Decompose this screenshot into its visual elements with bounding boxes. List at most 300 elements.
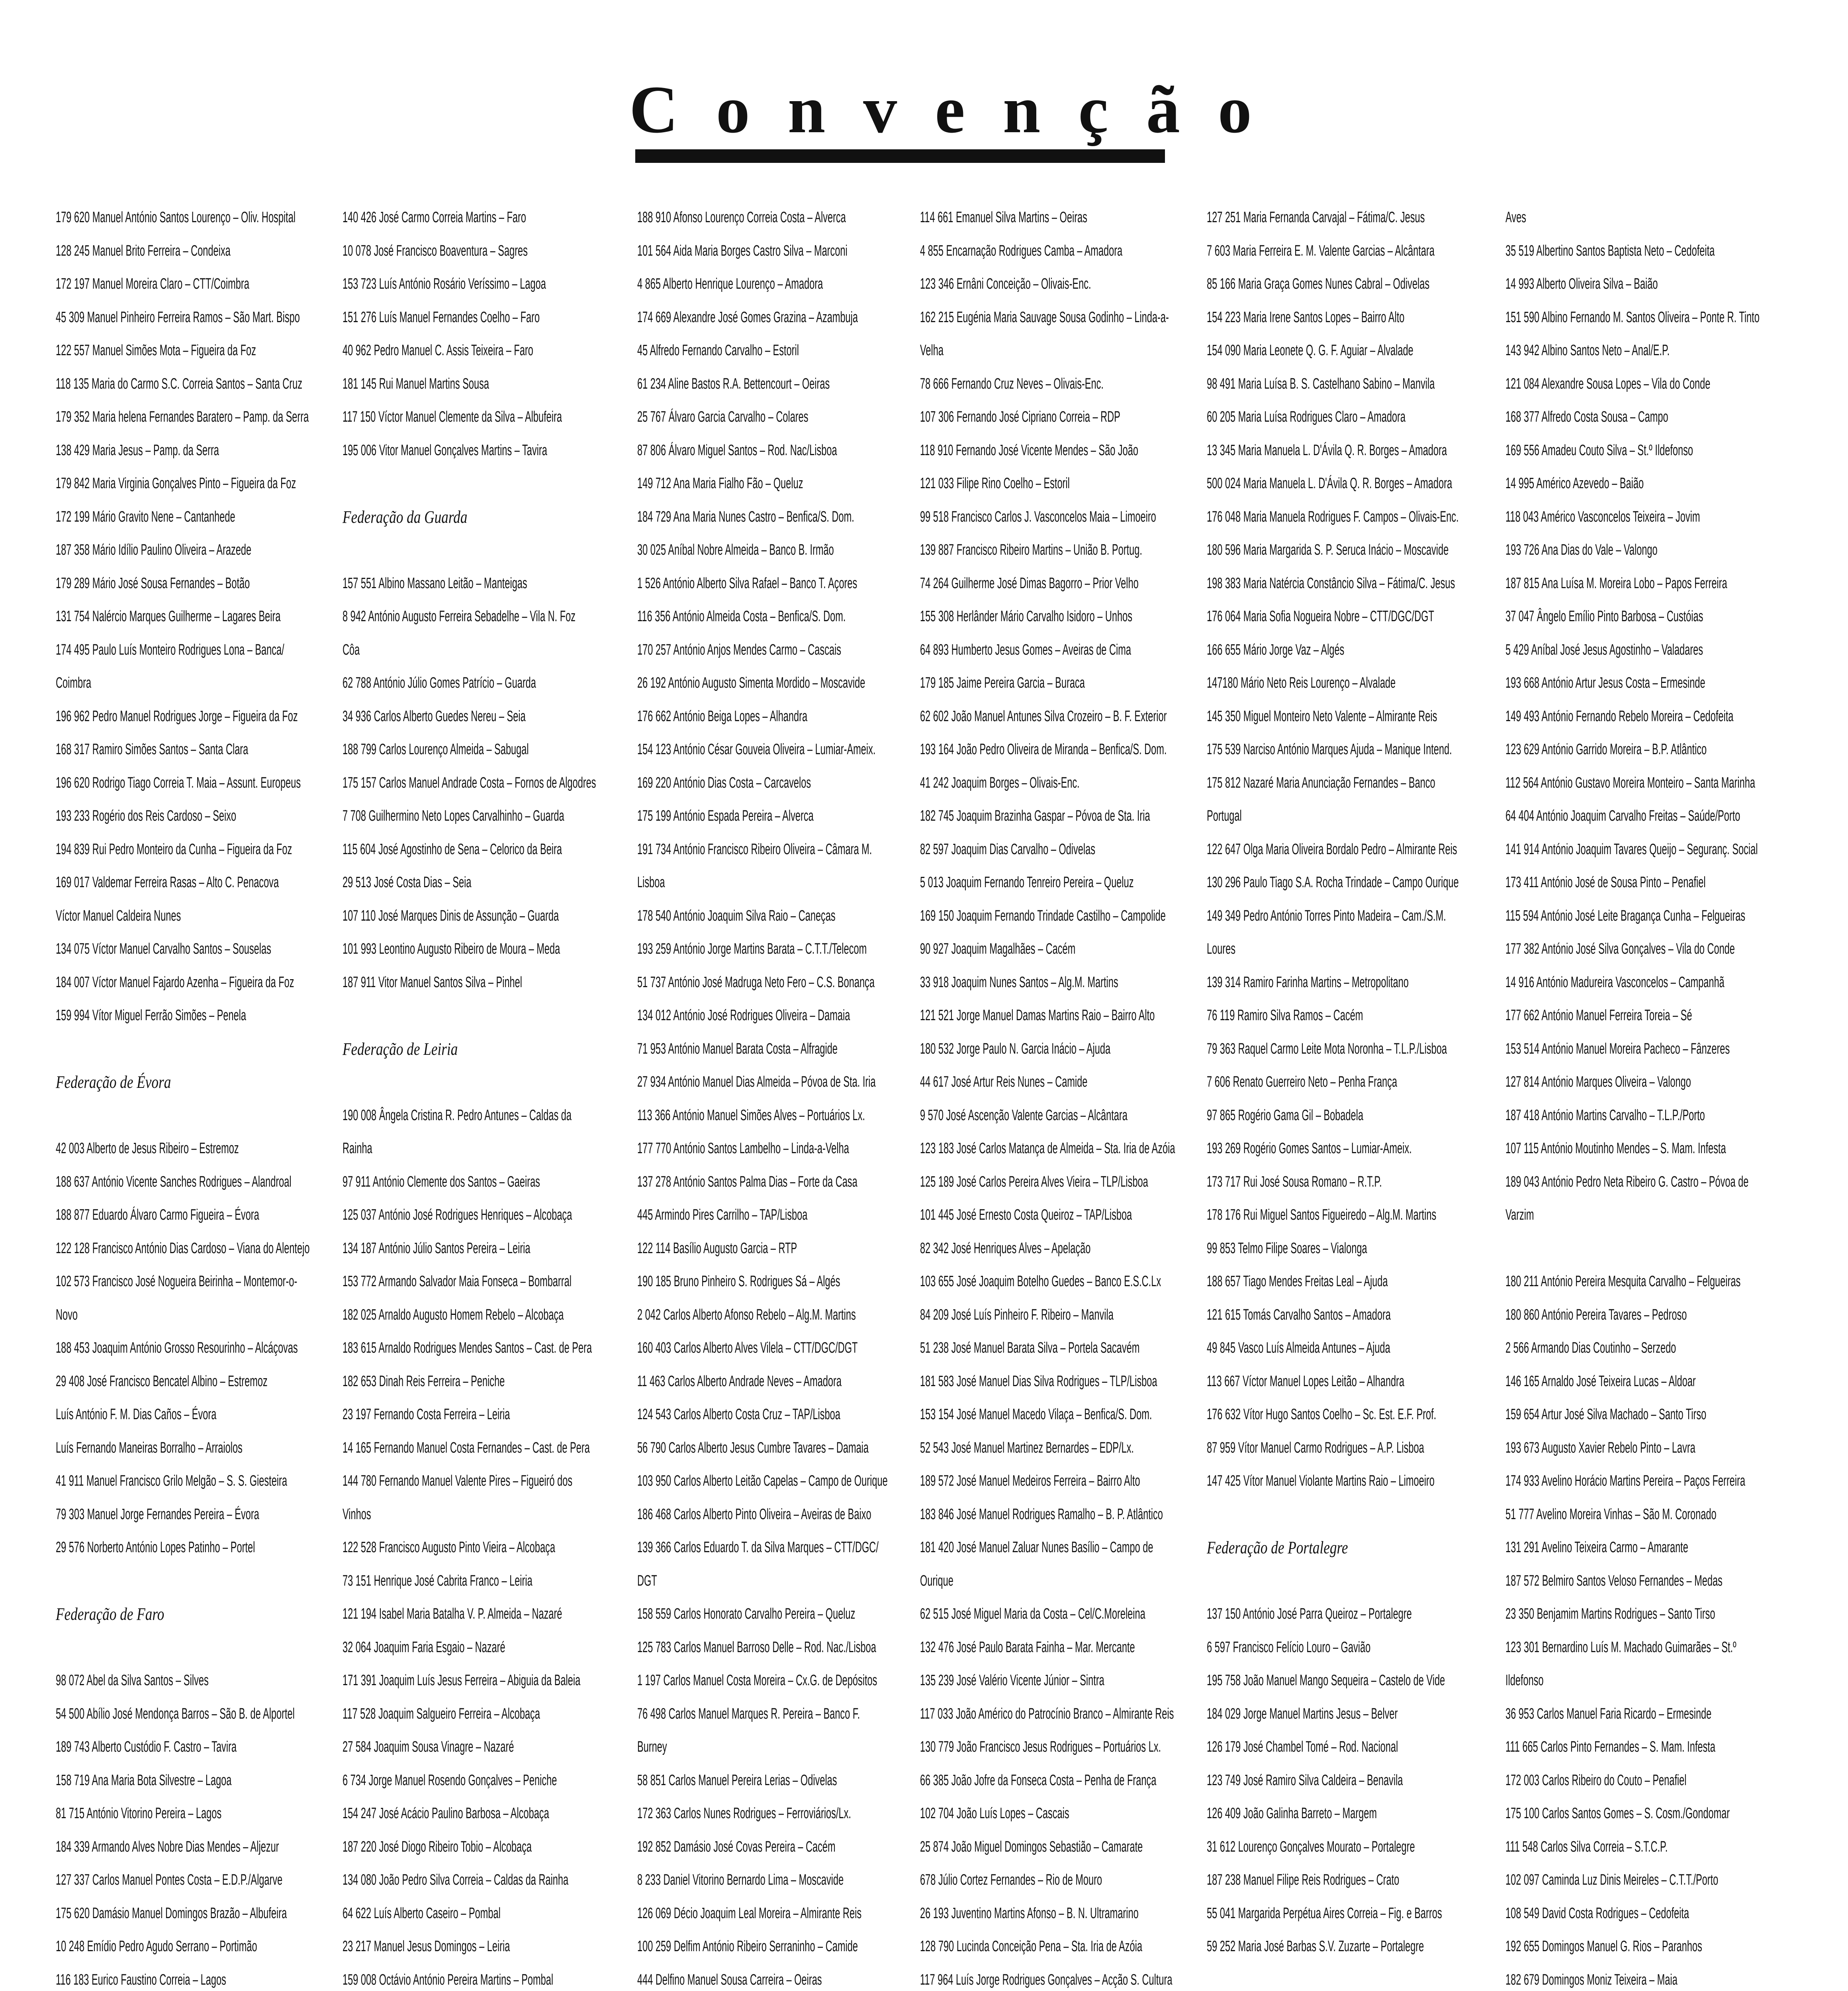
spacer: [343, 999, 621, 1033]
list-item: Luís Fernando Maneiras Borralho – Arraiolos: [56, 1439, 243, 1456]
list-item: Luís António F. M. Dias Caños – Évora: [56, 1406, 217, 1423]
list-item: 193 164 João Pedro Oliveira de Miranda – Benfica/S. Dom.: [920, 741, 1167, 758]
list-item: 121 194 Isabel Maria Batalha V. P. Almeida – Nazaré: [343, 1606, 562, 1622]
list-item: 162 215 Eugénia Maria Sauvage Sousa Godinho – Linda-a-: [920, 309, 1169, 326]
list-item: 99 853 Telmo Filipe Soares – Vialonga: [1207, 1240, 1367, 1257]
list-item: 166 655 Mário Jorge Vaz – Algés: [1207, 641, 1345, 658]
list-item: 7 708 Guilhermino Neto Lopes Carvalhinho – Guarda: [343, 808, 564, 824]
list-item: 6 734 Jorge Manuel Rosendo Gonçalves – Peniche: [343, 1772, 557, 1789]
list-item: 26 193 Juventino Martins Afonso – B. N. Ultramarino: [920, 1905, 1139, 1922]
list-item: 121 615 Tomás Carvalho Santos – Amadora: [1207, 1306, 1391, 1323]
list-item: 126 179 José Chambel Tomé – Rod. Nacional: [1207, 1739, 1398, 1755]
list-item: 79 363 Raquel Carmo Leite Mota Noronha – T.L.P./Lisboa: [1207, 1040, 1447, 1057]
list-item: 182 025 Arnaldo Augusto Homem Rebelo – Alcobaça: [343, 1306, 564, 1323]
page-title: Convenção: [629, 72, 1290, 147]
list-item: 137 278 António Santos Palma Dias – Forte da Casa: [637, 1173, 857, 1190]
list-item: 118 135 Maria do Carmo S.C. Correia Santos – Santa Cruz: [56, 375, 302, 392]
list-item: 177 382 António José Silva Gonçalves – Vila do Conde: [1505, 941, 1735, 957]
section-heading: Federação de Portalegre: [1207, 1538, 1348, 1557]
list-item: 172 197 Manuel Moreira Claro – CTT/Coimbra: [56, 276, 249, 292]
list-item: 32 064 Joaquim Faria Esgaio – Nazaré: [343, 1639, 505, 1656]
list-item: 81 715 António Vitorino Pereira – Lagos: [56, 1805, 222, 1822]
list-item: 187 220 José Diogo Ribeiro Tobio – Alcobaça: [343, 1838, 532, 1855]
list-item: 173 717 Rui José Sousa Romano – R.T.P.: [1207, 1173, 1382, 1190]
list-item: 103 950 Carlos Alberto Leitão Capelas – Campo de Ourique: [637, 1473, 888, 1489]
list-item: 146 165 Arnaldo José Teixeira Lucas – Aldoar: [1505, 1373, 1696, 1390]
list-item: 171 391 Joaquim Luís Jesus Ferreira – Abiguia da Baleia: [343, 1672, 581, 1689]
list-item: 62 602 João Manuel Antunes Silva Crozeiro – B. F. Exterior: [920, 708, 1167, 725]
list-item: 153 772 Armando Salvador Maia Fonseca – Bombarral: [343, 1273, 572, 1290]
list-item: 132 476 José Paulo Barata Fainha – Mar. Mercante: [920, 1639, 1135, 1656]
list-item: 87 806 Álvaro Miguel Santos – Rod. Nac/Lisboa: [637, 442, 837, 459]
list-item: 11 463 Carlos Alberto Andrade Neves – Amadora: [637, 1373, 842, 1390]
list-item: 44 617 José Artur Reis Nunes – Camide: [920, 1074, 1088, 1090]
list-item: 175 157 Carlos Manuel Andrade Costa – Fornos de Algodres: [343, 774, 596, 791]
list-item: 183 846 José Manuel Rodrigues Ramalho – B. P. Atlântico: [920, 1506, 1163, 1523]
list-item: 123 629 António Garrido Moreira – B.P. Atlântico: [1505, 741, 1707, 758]
list-item: 64 622 Luís Alberto Caseiro – Pombal: [343, 1905, 501, 1922]
list-item: 10 248 Emídio Pedro Agudo Serrano – Portimão: [56, 1938, 257, 1955]
list-item: 153 723 Luís António Rosário Veríssimo – Lagoa: [343, 276, 546, 292]
list-item: 64 893 Humberto Jesus Gomes – Aveiras de Cima: [920, 641, 1131, 658]
list-column-2: [343, 201, 621, 1991]
list-item: 180 596 Maria Margarida S. P. Seruca Inácio – Moscavide: [1207, 542, 1449, 558]
list-item: 137 150 António José Parra Queiroz – Portalegre: [1207, 1606, 1412, 1622]
list-item: 195 006 Vitor Manuel Gonçalves Martins – Tavira: [343, 442, 547, 459]
list-item: 193 269 Rogério Gomes Santos – Lumiar-Ameix.: [1207, 1140, 1412, 1157]
list-item: 123 183 José Carlos Matança de Almeida – Sta. Iria de Azóia: [920, 1140, 1175, 1157]
list-item: 180 860 António Pereira Tavares – Pedroso: [1505, 1306, 1687, 1323]
list-item: 14 993 Alberto Oliveira Silva – Baião: [1505, 276, 1658, 292]
list-item: 27 584 Joaquim Sousa Vinagre – Nazaré: [343, 1739, 514, 1755]
spacer: [56, 1033, 335, 1066]
list-item: 175 100 Carlos Santos Gomes – S. Cosm./Gondomar: [1505, 1805, 1730, 1822]
list-item: 188 657 Tiago Mendes Freitas Leal – Ajuda: [1207, 1273, 1388, 1290]
list-item: 154 090 Maria Leonete Q. G. F. Aguiar – Alvalade: [1207, 342, 1413, 359]
list-item: 8 942 António Augusto Ferreira Sebadelhe – Vila N. Foz: [343, 608, 576, 625]
list-item: 34 936 Carlos Alberto Guedes Nereu – Seia: [343, 708, 526, 725]
list-item: 188 799 Carlos Lourenço Almeida – Sabugal: [343, 741, 529, 758]
list-item: 107 306 Fernando José Cipriano Correia – RDP: [920, 409, 1120, 425]
list-item: 176 632 Vítor Hugo Santos Coelho – Sc. Est. E.F. Prof.: [1207, 1406, 1437, 1423]
list-item: 190 008 Ângela Cristina R. Pedro Antunes – Caldas da: [343, 1107, 572, 1124]
list-item: 147180 Mário Neto Reis Lourenço – Alvalade: [1207, 675, 1396, 691]
list-item: 169 017 Valdemar Ferreira Rasas – Alto C. Penacova: [56, 874, 279, 891]
list-item: 23 197 Fernando Costa Ferreira – Leiria: [343, 1406, 510, 1423]
list-item: 107 115 António Moutinho Mendes – S. Mam. Infesta: [1505, 1140, 1726, 1157]
list-item: 122 128 Francisco António Dias Cardoso – Viana do Alentejo: [56, 1240, 310, 1257]
list-item: 127 251 Maria Fernanda Carvajal – Fátima/C. Jesus: [1207, 209, 1425, 226]
list-item: 98 072 Abel da Silva Santos – Silves: [56, 1672, 209, 1689]
list-item: 182 745 Joaquim Brazinha Gaspar – Póvoa de Sta. Iria: [920, 808, 1150, 824]
list-item: 172 003 Carlos Ribeiro do Couto – Penafiel: [1505, 1772, 1687, 1789]
list-item: 14 916 António Madureira Vasconcelos – Campanhã: [1505, 974, 1725, 991]
list-item: 76 498 Carlos Manuel Marques R. Pereira – Banco F.: [637, 1705, 860, 1722]
list-item: 64 404 António Joaquim Carvalho Freitas – Saúde/Porto: [1505, 808, 1740, 824]
list-item: 45 Alfredo Fernando Carvalho – Estoril: [637, 342, 799, 359]
list-item: 175 620 Damásio Manuel Domingos Brazão – Albufeira: [56, 1905, 287, 1922]
list-item: 155 308 Herlânder Mário Carvalho Isidoro – Unhos: [920, 608, 1133, 625]
list-item: Víctor Manuel Caldeira Nunes: [56, 907, 181, 924]
list-item: 184 007 Víctor Manuel Fajardo Azenha – Figueira da Foz: [56, 974, 294, 991]
list-item: 187 418 António Martins Carvalho – T.L.P./Porto: [1505, 1107, 1705, 1124]
list-item: 84 209 José Luís Pinheiro F. Ribeiro – Manvila: [920, 1306, 1114, 1323]
list-item: 30 025 Aníbal Nobre Almeida – Banco B. Irmão: [637, 542, 834, 558]
list-item: 131 291 Avelino Teixeira Carmo – Amarante: [1505, 1539, 1688, 1556]
list-item: 60 205 Maria Luísa Rodrigues Claro – Amadora: [1207, 409, 1406, 425]
list-item: 143 942 Albino Santos Neto – Anal/E.P.: [1505, 342, 1670, 359]
list-item: 179 842 Maria Virginia Gonçalves Pinto – Figueira da Foz: [56, 475, 296, 492]
list-item: 193 726 Ana Dias do Vale – Valongo: [1505, 542, 1658, 558]
list-item: 193 673 Augusto Xavier Rebelo Pinto – Lavra: [1505, 1439, 1695, 1456]
section-heading: Federação da Guarda: [343, 507, 468, 527]
list-item: 76 119 Ramiro Silva Ramos – Cacém: [1207, 1007, 1363, 1024]
list-item: 445 Armindo Pires Carrilho – TAP/Lisboa: [637, 1207, 808, 1223]
list-item: 2 566 Armando Dias Coutinho – Serzedo: [1505, 1340, 1676, 1356]
list-item: 444 Delfino Manuel Sousa Carreira – Oeiras: [637, 1971, 822, 1988]
list-item: 160 403 Carlos Alberto Alves Vilela – CTT/DGC/DGT: [637, 1340, 858, 1356]
list-item: 51 238 José Manuel Barata Silva – Portela Sacavém: [920, 1340, 1140, 1356]
list-item: 184 029 Jorge Manuel Martins Jesus – Belver: [1207, 1705, 1398, 1722]
list-item: 187 358 Mário Idílio Paulino Oliveira – Arazede: [56, 542, 252, 558]
list-item: 159 008 Octávio António Pereira Martins – Pombal: [343, 1971, 554, 1988]
list-item: 139 366 Carlos Eduardo T. da Silva Marques – CTT/DGC/: [637, 1539, 879, 1556]
list-item: 168 317 Ramiro Simões Santos – Santa Clara: [56, 741, 249, 758]
list-item: 102 704 João Luís Lopes – Cascais: [920, 1805, 1069, 1822]
list-item: 125 037 António José Rodrigues Henriques – Alcobaça: [343, 1207, 572, 1223]
list-item: 183 615 Arnaldo Rodrigues Mendes Santos – Cast. de Pera: [343, 1340, 592, 1356]
list-item: 115 604 José Agostinho de Sena – Celorico da Beira: [343, 841, 562, 858]
list-item: 117 964 Luís Jorge Rodrigues Gonçalves – Acção S. Cultura: [920, 1971, 1173, 1988]
list-item: Coimbra: [56, 675, 92, 691]
list-item: 134 187 António Júlio Santos Pereira – Leiria: [343, 1240, 531, 1257]
list-item: 178 176 Rui Miguel Santos Figueiredo – Alg.M. Martins: [1207, 1207, 1437, 1223]
list-item: 190 185 Bruno Pinheiro S. Rodrigues Sá – Algés: [637, 1273, 840, 1290]
list-item: 7 603 Maria Ferreira E. M. Valente Garcias – Alcântara: [1207, 242, 1435, 259]
list-item: 172 199 Mário Gravito Nene – Cantanhede: [56, 508, 235, 525]
list-item: 126 069 Décio Joaquim Leal Moreira – Almirante Reis: [637, 1905, 862, 1922]
list-item: 174 933 Avelino Horácio Martins Pereira – Paços Ferreira: [1505, 1473, 1745, 1489]
list-item: 97 865 Rogério Gama Gil – Bobadela: [1207, 1107, 1363, 1124]
list-item: 140 426 José Carmo Correia Martins – Faro: [343, 209, 526, 226]
list-item: 168 377 Alfredo Costa Sousa – Campo: [1505, 409, 1668, 425]
spacer: [343, 467, 621, 501]
list-item: 154 223 Maria Irene Santos Lopes – Bairro Alto: [1207, 309, 1405, 326]
list-item: 61 234 Aline Bastos R.A. Bettencourt – Oeiras: [637, 375, 830, 392]
list-item: 62 515 José Miguel Maria da Costa – Cel/C.Moreleina: [920, 1606, 1145, 1622]
list-column-4: [920, 201, 1199, 1991]
list-item: 59 252 Maria José Barbas S.V. Zuzarte – Portalegre: [1207, 1938, 1424, 1955]
list-item: 85 166 Maria Graça Gomes Nunes Cabral – Odivelas: [1207, 276, 1430, 292]
list-item: Ildefonso: [1505, 1672, 1544, 1689]
list-item: 134 080 João Pedro Silva Correia – Caldas da Rainha: [343, 1872, 569, 1888]
list-item: 121 033 Filipe Rino Coelho – Estoril: [920, 475, 1070, 492]
list-item: 153 514 António Manuel Moreira Pacheco – Fânzeres: [1505, 1040, 1730, 1057]
list-item: 14 995 Américo Azevedo – Baião: [1505, 475, 1644, 492]
list-item: 117 033 João Américo do Patrocínio Branco – Almirante Reis: [920, 1705, 1174, 1722]
list-item: 123 346 Ernâni Conceição – Olivais-Enc.: [920, 276, 1091, 292]
list-item: 114 661 Emanuel Silva Martins – Oeiras: [920, 209, 1087, 226]
spacer: [1207, 1964, 1486, 1991]
list-item: 500 024 Maria Manuela L. D'Ávila Q. R. Borges – Amadora: [1207, 475, 1453, 492]
list-item: 71 953 António Manuel Barata Costa – Alfragide: [637, 1040, 838, 1057]
list-item: 189 043 António Pedro Neta Ribeiro G. Castro – Póvoa de: [1505, 1173, 1749, 1190]
list-item: 73 151 Henrique José Cabrita Franco – Leiria: [343, 1572, 532, 1589]
list-item: 122 528 Francisco Augusto Pinto Vieira – Alcobaça: [343, 1539, 555, 1556]
list-item: 122 114 Basílio Augusto Garcia – RTP: [637, 1240, 797, 1257]
list-item: 29 408 José Francisco Bencatel Albino – Estremoz: [56, 1373, 268, 1390]
list-column-6: [1505, 201, 1784, 1991]
list-item: 180 532 Jorge Paulo N. Garcia Inácio – Ajuda: [920, 1040, 1111, 1057]
list-item: 169 150 Joaquim Fernando Trindade Castilho – Campolide: [920, 907, 1166, 924]
list-item: 54 500 Abílio José Mendonça Barros – São B. de Alportel: [56, 1705, 295, 1722]
list-item: 130 779 João Francisco Jesus Rodrigues – Portuários Lx.: [920, 1739, 1161, 1755]
list-item: 189 743 Alberto Custódio F. Castro – Tavira: [56, 1739, 237, 1755]
list-item: Velha: [920, 342, 944, 359]
list-item: 179 185 Jaime Pereira Garcia – Buraca: [920, 675, 1085, 691]
list-item: 157 551 Albino Massano Leitão – Manteigas: [343, 575, 527, 592]
list-item: 188 877 Eduardo Álvaro Carmo Figueira – Évora: [56, 1207, 259, 1223]
list-item: 149 712 Ana Maria Fialho Fão – Queluz: [637, 475, 803, 492]
list-item: 36 953 Carlos Manuel Faria Ricardo – Ermesinde: [1505, 1705, 1712, 1722]
list-item: 138 429 Maria Jesus – Pamp. da Serra: [56, 442, 219, 459]
list-item: 177 662 António Manuel Ferreira Toreia – Sé: [1505, 1007, 1692, 1024]
list-item: 131 754 Nalércio Marques Guilherme – Lagares Beira: [56, 608, 281, 625]
list-item: 102 097 Caminda Luz Dinis Meireles – C.T.T./Porto: [1505, 1872, 1719, 1888]
list-item: 174 495 Paulo Luís Monteiro Rodrigues Lona – Banca/: [56, 641, 284, 658]
list-item: 191 734 António Francisco Ribeiro Oliveira – Câmara M.: [637, 841, 872, 858]
list-item: 82 597 Joaquim Dias Carvalho – Odivelas: [920, 841, 1096, 858]
list-item: 102 573 Francisco José Nogueira Beirinha – Montemor-o-: [56, 1273, 298, 1290]
list-item: 49 845 Vasco Luís Almeida Antunes – Ajuda: [1207, 1340, 1390, 1356]
list-item: 58 851 Carlos Manuel Pereira Lerias – Odivelas: [637, 1772, 837, 1789]
spacer: [56, 1631, 335, 1664]
list-item: 31 612 Lourenço Gonçalves Mourato – Portalegre: [1207, 1838, 1415, 1855]
list-item: Rainha: [343, 1140, 372, 1157]
list-item: 179 620 Manuel António Santos Lourenço – Oliv. Hospital: [56, 209, 296, 226]
list-item: 111 548 Carlos Silva Correia – S.T.C.P.: [1505, 1838, 1668, 1855]
list-item: 186 468 Carlos Alberto Pinto Oliveira – Aveiras de Baixo: [637, 1506, 871, 1523]
list-item: 23 217 Manuel Jesus Domingos – Leiria: [343, 1938, 510, 1955]
list-item: 159 994 Vítor Miguel Ferrão Simões – Penela: [56, 1007, 247, 1024]
list-item: 66 385 João Jofre da Fonseca Costa – Penha de França: [920, 1772, 1157, 1789]
list-item: 45 309 Manuel Pinheiro Ferreira Ramos – São Mart. Bispo: [56, 309, 300, 326]
list-item: 122 647 Olga Maria Oliveira Bordalo Pedro – Almirante Reis: [1207, 841, 1457, 858]
list-item: 116 356 António Almeida Costa – Benfica/S. Dom.: [637, 608, 846, 625]
list-item: 175 539 Narciso António Marques Ajuda – Manique Intend.: [1207, 741, 1452, 758]
list-item: 174 669 Alexandre José Gomes Grazina – Azambuja: [637, 309, 858, 326]
list-item: 107 110 José Marques Dinis de Assunção – Guarda: [343, 907, 559, 924]
spacer: [343, 1066, 621, 1099]
list-item: 100 259 Delfim António Ribeiro Serraninho – Camide: [637, 1938, 858, 1955]
list-item: 25 874 João Miguel Domingos Sebastião – Camarate: [920, 1838, 1143, 1855]
spacer: [1207, 1565, 1486, 1598]
list-item: 8 233 Daniel Vitorino Bernardo Lima – Moscavide: [637, 1872, 844, 1888]
list-item: 158 719 Ana Maria Bota Silvestre – Lagoa: [56, 1772, 232, 1789]
list-item: 144 780 Fernando Manuel Valente Pires – Figueiró dos: [343, 1473, 573, 1489]
list-item: 111 665 Carlos Pinto Fernandes – S. Mam. Infesta: [1505, 1739, 1715, 1755]
list-item: 25 767 Álvaro Garcia Carvalho – Colares: [637, 409, 808, 425]
list-item: 51 737 António José Madruga Neto Fero – C.S. Bonança: [637, 974, 875, 991]
list-item: 175 812 Nazaré Maria Anunciação Fernandes – Banco: [1207, 774, 1435, 791]
list-item: 125 189 José Carlos Pereira Alves Vieira – TLP/Lisboa: [920, 1173, 1148, 1190]
list-item: 10 078 José Francisco Boaventura – Sagres: [343, 242, 528, 259]
list-item: Côa: [343, 641, 360, 658]
list-item: 154 247 José Acácio Paulino Barbosa – Alcobaça: [343, 1805, 549, 1822]
list-item: 37 047 Ângelo Emílio Pinto Barbosa – Custóias: [1505, 608, 1703, 625]
list-item: 52 543 José Manuel Martinez Bernardes – EDP/Lx.: [920, 1439, 1134, 1456]
list-item: 173 411 António José de Sousa Pinto – Penafiel: [1505, 874, 1706, 891]
list-item: 126 409 João Galinha Barreto – Margem: [1207, 1805, 1377, 1822]
list-column-3: [637, 201, 916, 1991]
list-item: 128 790 Lucinda Conceição Pena – Sta. Iria de Azóia: [920, 1938, 1142, 1955]
list-column-5: [1207, 201, 1486, 1991]
list-item: 149 349 Pedro António Torres Pinto Madeira – Cam./S.M.: [1207, 907, 1446, 924]
list-item: 122 557 Manuel Simões Mota – Figueira da Foz: [56, 342, 256, 359]
list-item: 193 233 Rogério dos Reis Cardoso – Seixo: [56, 808, 237, 824]
list-item: 87 959 Vítor Manuel Carmo Rodrigues – A.P. Lisboa: [1207, 1439, 1424, 1456]
list-item: 74 264 Guilherme José Dimas Bagorro – Prior Velho: [920, 575, 1139, 592]
list-item: 41 242 Joaquim Borges – Olivais-Enc.: [920, 774, 1080, 791]
spacer: [343, 534, 621, 567]
list-item: 151 590 Albino Fernando M. Santos Oliveira – Ponte R. Tinto: [1505, 309, 1760, 326]
list-item: 9 570 José Ascenção Valente Garcias – Alcântara: [920, 1107, 1128, 1124]
list-item: 117 528 Joaquim Salgueiro Ferreira – Alcobaça: [343, 1705, 540, 1722]
list-item: 98 491 Maria Luísa B. S. Castelhano Sabino – Manvila: [1207, 375, 1435, 392]
list-item: 27 934 António Manuel Dias Almeida – Póvoa de Sta. Iria: [637, 1074, 876, 1090]
list-item: 176 662 António Beiga Lopes – Alhandra: [637, 708, 808, 725]
list-item: 187 572 Belmiro Santos Veloso Fernandes – Medas: [1505, 1572, 1723, 1589]
list-item: 62 788 António Júlio Gomes Patrício – Guarda: [343, 675, 536, 691]
title-underline: [635, 149, 1165, 163]
list-item: 176 048 Maria Manuela Rodrigues F. Campos – Olivais-Enc.: [1207, 508, 1459, 525]
list-item: 187 911 Vitor Manuel Santos Silva – Pinhel: [343, 974, 522, 991]
list-item: 141 914 António Joaquim Tavares Queijo – Seguranç. Social: [1505, 841, 1758, 858]
list-item: 130 296 Paulo Tiago S.A. Rocha Trindade – Campo Ourique: [1207, 874, 1459, 891]
list-item: 5 013 Joaquim Fernando Tenreiro Pereira – Queluz: [920, 874, 1134, 891]
list-item: 125 783 Carlos Manuel Barroso Delle – Rod. Nac./Lisboa: [637, 1639, 876, 1656]
list-item: 127 814 António Marques Oliveira – Valongo: [1505, 1074, 1691, 1090]
list-item: 169 556 Amadeu Couto Silva – St.º Ildefonso: [1505, 442, 1693, 459]
list-item: 121 084 Alexandre Sousa Lopes – Vila do Conde: [1505, 375, 1711, 392]
list-item: 188 910 Afonso Lourenço Correia Costa – Alverca: [637, 209, 846, 226]
list-item: 2 042 Carlos Alberto Afonso Rebelo – Alg.M. Martins: [637, 1306, 856, 1323]
list-item: 182 679 Domingos Moniz Teixeira – Maia: [1505, 1971, 1678, 1988]
list-item: 51 777 Avelino Moreira Vinhas – São M. Coronado: [1505, 1506, 1717, 1523]
list-item: 196 620 Rodrigo Tiago Correia T. Maia – Assunt. Europeus: [56, 774, 301, 791]
list-item: 188 453 Joaquim António Grosso Resourinho – Alcáçovas: [56, 1340, 298, 1356]
list-item: 149 493 António Fernando Rebelo Moreira – Cedofeita: [1505, 708, 1734, 725]
list-item: 184 339 Armando Alves Nobre Dias Mendes – Aljezur: [56, 1838, 279, 1855]
list-item: 188 637 António Vicente Sanches Rodrigues – Alandroal: [56, 1173, 292, 1190]
list-item: 187 815 Ana Luísa M. Moreira Lobo – Papos Ferreira: [1505, 575, 1727, 592]
list-item: 196 962 Pedro Manuel Rodrigues Jorge – Figueira da Foz: [56, 708, 298, 725]
list-item: 13 345 Maria Manuela L. D'Ávila Q. R. Borges – Amadora: [1207, 442, 1447, 459]
list-item: 176 064 Maria Sofia Nogueira Nobre – CTT/DGC/DGT: [1207, 608, 1434, 625]
list-item: 123 301 Bernardino Luís M. Machado Guimarães – St.º: [1505, 1639, 1736, 1656]
list-item: 192 852 Damásio José Covas Pereira – Cacém: [637, 1838, 836, 1855]
list-item: 23 350 Benjamim Martins Rodrigues – Santo Tirso: [1505, 1606, 1715, 1622]
list-item: 145 350 Miguel Monteiro Neto Valente – Almirante Reis: [1207, 708, 1437, 725]
list-item: 181 420 José Manuel Zaluar Nunes Basílio – Campo de: [920, 1539, 1153, 1556]
spacer: [1505, 1232, 1784, 1265]
list-item: 78 666 Fernando Cruz Neves – Olivais-Enc.: [920, 375, 1104, 392]
list-item: 182 653 Dinah Reis Ferreira – Peniche: [343, 1373, 505, 1390]
list-item: 116 183 Eurico Faustino Correia – Lagos: [56, 1971, 226, 1988]
list-item: 113 366 António Manuel Simões Alves – Portuários Lx.: [637, 1107, 865, 1124]
list-item: 189 572 José Manuel Medeiros Ferreira – Bairro Alto: [920, 1473, 1140, 1489]
section-heading: Federação de Évora: [56, 1072, 171, 1092]
list-item: Novo: [56, 1306, 78, 1323]
list-item: 101 564 Aida Maria Borges Castro Silva – Marconi: [637, 242, 848, 259]
list-item: 198 383 Maria Natércia Constâncio Silva – Fátima/C. Jesus: [1207, 575, 1455, 592]
list-item: 112 564 António Gustavo Moreira Monteiro – Santa Marinha: [1505, 774, 1755, 791]
list-item: 121 521 Jorge Manuel Damas Martins Raio – Bairro Alto: [920, 1007, 1155, 1024]
list-item: 29 576 Norberto António Lopes Patinho – Portel: [56, 1539, 255, 1556]
list-item: Aves: [1505, 209, 1526, 226]
section-heading: Federação de Faro: [56, 1604, 164, 1624]
list-item: 179 352 Maria helena Fernandes Baratero – Pamp. da Serra: [56, 409, 309, 425]
list-item: 33 918 Joaquim Nunes Santos – Alg.M. Martins: [920, 974, 1118, 991]
list-item: 14 165 Fernando Manuel Costa Fernandes – Cast. de Pera: [343, 1439, 590, 1456]
list-item: 56 790 Carlos Alberto Jesus Cumbre Tavares – Damaia: [637, 1439, 869, 1456]
list-item: 192 655 Domingos Manuel G. Rios – Paranhos: [1505, 1938, 1702, 1955]
list-item: 139 314 Ramiro Farinha Martins – Metropolitano: [1207, 974, 1409, 991]
list-item: 187 238 Manuel Filipe Reis Rodrigues – Crato: [1207, 1872, 1400, 1888]
list-item: 113 667 Víctor Manuel Lopes Leitão – Alhandra: [1207, 1373, 1404, 1390]
list-item: 118 910 Fernando José Vicente Mendes – São João: [920, 442, 1138, 459]
list-item: 79 303 Manuel Jorge Fernandes Pereira – Évora: [56, 1506, 259, 1523]
list-item: 169 220 António Dias Costa – Carcavelos: [637, 774, 811, 791]
list-item: 179 289 Mário José Sousa Fernandes – Botão: [56, 575, 250, 592]
list-item: 184 729 Ana Maria Nunes Castro – Benfica/S. Dom.: [637, 508, 854, 525]
list-item: 153 154 José Manuel Macedo Vilaça – Benfica/S. Dom.: [920, 1406, 1152, 1423]
list-item: Burney: [637, 1739, 667, 1755]
list-item: 193 259 António Jorge Martins Barata – C.T.T./Telecom: [637, 941, 867, 957]
list-item: 41 911 Manuel Francisco Grilo Melgão – S. S. Giesteira: [56, 1473, 287, 1489]
spacer: [1207, 1498, 1486, 1531]
list-item: 128 245 Manuel Brito Ferreira – Condeixa: [56, 242, 231, 259]
list-item: 4 865 Alberto Henrique Lourenço – Amadora: [637, 276, 823, 292]
list-column-1: [56, 201, 335, 1991]
list-item: 151 276 Luís Manuel Fernandes Coelho – Faro: [343, 309, 540, 326]
list-item: 55 041 Margarida Perpétua Aires Correia – Fig. e Barros: [1207, 1905, 1442, 1922]
list-item: 127 337 Carlos Manuel Pontes Costa – E.D.P./Algarve: [56, 1872, 283, 1888]
list-item: 108 549 David Costa Rodrigues – Cedofeita: [1505, 1905, 1689, 1922]
list-item: 101 993 Leontino Augusto Ribeiro de Moura – Meda: [343, 941, 560, 957]
list-item: 42 003 Alberto de Jesus Ribeiro – Estremoz: [56, 1140, 239, 1157]
list-item: Vinhos: [343, 1506, 371, 1523]
list-item: 139 887 Francisco Ribeiro Martins – União B. Portug.: [920, 542, 1142, 558]
list-item: 678 Júlio Cortez Fernandes – Rio de Mouro: [920, 1872, 1102, 1888]
spacer: [56, 1099, 335, 1132]
list-item: 124 543 Carlos Alberto Costa Cruz – TAP/Lisboa: [637, 1406, 840, 1423]
list-item: 7 606 Renato Guerreiro Neto – Penha França: [1207, 1074, 1398, 1090]
list-item: 175 199 António Espada Pereira – Alverca: [637, 808, 814, 824]
list-item: 195 758 João Manuel Mango Sequeira – Castelo de Vide: [1207, 1672, 1445, 1689]
list-item: 29 513 José Costa Dias – Seia: [343, 874, 472, 891]
section-heading: Federação de Leiria: [343, 1039, 458, 1059]
list-item: 99 518 Francisco Carlos J. Vasconcelos Maia – Limoeiro: [920, 508, 1156, 525]
list-item: 180 211 António Pereira Mesquita Carvalho – Felgueiras: [1505, 1273, 1741, 1290]
list-item: 172 363 Carlos Nunes Rodrigues – Ferroviários/Lx.: [637, 1805, 851, 1822]
list-item: 135 239 José Valério Vicente Júnior – Sintra: [920, 1672, 1104, 1689]
list-item: 5 429 Aníbal José Jesus Agostinho – Valadares: [1505, 641, 1703, 658]
list-item: Portugal: [1207, 808, 1242, 824]
list-item: 6 597 Francisco Felício Louro – Gavião: [1207, 1639, 1371, 1656]
list-item: 118 043 Américo Vasconcelos Teixeira – Jovim: [1505, 508, 1700, 525]
spacer: [56, 1565, 335, 1598]
